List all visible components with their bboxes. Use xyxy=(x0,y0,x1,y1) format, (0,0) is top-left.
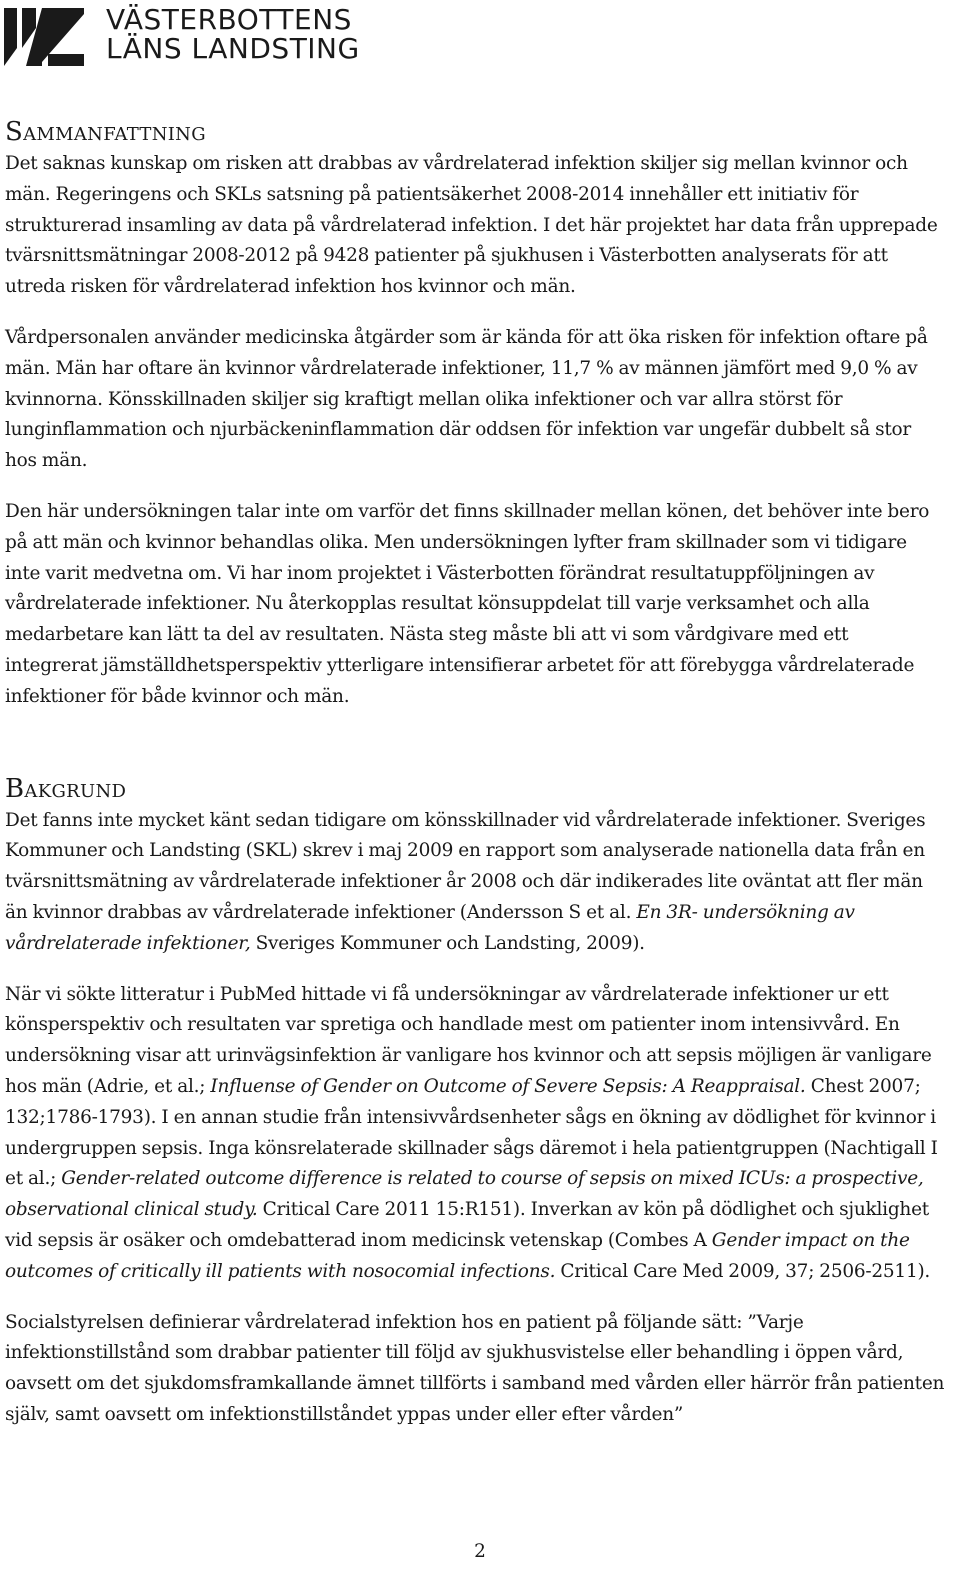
background-paragraph-1 xyxy=(5,806,945,960)
section-heading-summary: Sammanfattning xyxy=(5,117,206,147)
summary-section xyxy=(5,112,945,713)
background-paragraph-3: Socialstyrelsen definierar vårdrelaterad infektion hos en patient på följande sätt: ”Varje infektionstillstånd som drabbar patienter till följd av sjukhusvistelse eller behandling i öppen vård, oavsett om det sjukdomsframkallande ämnet tillförts i samband med vården eller härrör från patienten själv, samt oavsett om infektionstillståndet yppas under eller efter vården” xyxy=(5,1311,945,1425)
text-run: När vi sökte litteratur i PubMed hittade vi få undersökningar av vårdrelaterade infektioner ur ett könsperspektiv och resultaten var spretiga och handlade mest om patienter inom intensivvård. En undersökning visar att urinvägsinfektion är vanligare hos kvinnor och att sepsis möjligen är vanligare hos män (Adrie, et al.; xyxy=(5,983,932,1097)
page-number: 2 xyxy=(474,1541,486,1562)
cited-title: Gender-related outcome difference is related to course of sepsis on mixed ICUs: a prospective, observational clinical study. xyxy=(5,1168,924,1221)
section-heading-background: Bakgrund xyxy=(5,773,127,804)
summary-paragraph-1: Det saknas kunskap om risken att drabbas av vårdrelaterad infektion skiljer sig mellan kvinnor och män. Regeringens och SKLs satsning på patientsäkerhet 2008-2014 innehåller ett initiativ för strukturerad insamling av data på vårdrelaterad infektion. I det här projektet har data från upprepade tvärsnittsmätningar 2008-2012 på 9428 patienter på sjukhusen i Västerbotten analyserats för att utreda risken för vårdrelaterad infektion hos kvinnor och män. xyxy=(5,153,938,298)
summary-paragraph-3: Den här undersökningen talar inte om varför det finns skillnader mellan könen, det behöver inte bero på att män och kvinnor behandlas olika. Men undersökningen lyfter fram skillnader som vi tidigare inte varit medvetna om. Vi har inom projektet i Västerbotten förändrat resultatuppföljningen av vårdrelaterade infektioner. Nu återkopplas resultat könsuppdelat till varje verksamhet och alla medarbetare kan lätt ta del av resultaten. Nästa steg måste bli att vi som vårdgivare med ett integrerat jämställdhetsperspektiv ytterligare intensifierar arbetet för att förebygga vårdrelaterade infektioner för både kvinnor och män. xyxy=(5,500,930,707)
logo-mark-icon xyxy=(4,4,84,66)
background-paragraph-2 xyxy=(5,980,945,1288)
background-section xyxy=(5,769,945,1431)
cited-title: Influense of Gender on Outcome of Severe Sepsis: A Reappraisal. xyxy=(210,1075,806,1097)
document-body xyxy=(5,112,945,1431)
cited-title: Gender impact on the outcomes of critically ill patients with nosocomial infections. xyxy=(5,1229,910,1282)
summary-paragraph-2: Vårdpersonalen använder medicinska åtgärder som är kända för att öka risken för infektion oftare på män. Män har oftare än kvinnor vårdrelaterade infektioner, 11,7 % av männen jämfört med 9,0 % av kvinnorna. Könsskillnaden skiljer sig kraftigt mellan olika infektioner och var allra störst för lunginflammation och njurbäckeninflammation där oddsen för infektion var ungefär dubbelt så stor hos män. xyxy=(5,326,928,472)
text-run: Chest 2007; 132;1786-1793). I en annan studie från intensivvårdsenheter sågs en ökning av dödlighet för kvinnor i undergruppen sepsis. Inga könsrelaterade skillnader sågs däremot i hela patientgruppen (Nachtigall I et al.; xyxy=(5,1075,938,1190)
logo-line-2: LÄNS LANDSTING xyxy=(106,32,360,65)
text-run: Det fanns inte mycket känt sedan tidigare om könsskillnader vid vårdrelaterade infektioner. Sveriges Kommuner och Landsting (SKL) skrev i maj 2009 en rapport som analyserade nationella data från en tvärsnittsmätning av vårdrelaterade infektioner år 2008 och där indikerades lite oväntat att fler män än kvinnor drabbas av vårdrelaterade infektioner (Andersson S et al. xyxy=(5,809,926,923)
organization-logo xyxy=(4,4,424,68)
logo-line-1: VÄSTERBOTTENS xyxy=(106,3,352,36)
logo-wordmark xyxy=(106,5,360,63)
text-run: Critical Care 2011 15:R151). Inverkan av kön på dödlighet och sjuklighet vid sepsis är osäker och omdebatterad inom medicinsk vetenskap (Combes A xyxy=(5,1199,929,1251)
cited-title: En 3R- undersökning av vårdrelaterade infektioner, xyxy=(5,901,855,954)
text-run: Critical Care Med 2009, 37; 2506-2511). xyxy=(555,1260,931,1282)
text-run: Sveriges Kommuner och Landsting, 2009). xyxy=(250,932,645,954)
